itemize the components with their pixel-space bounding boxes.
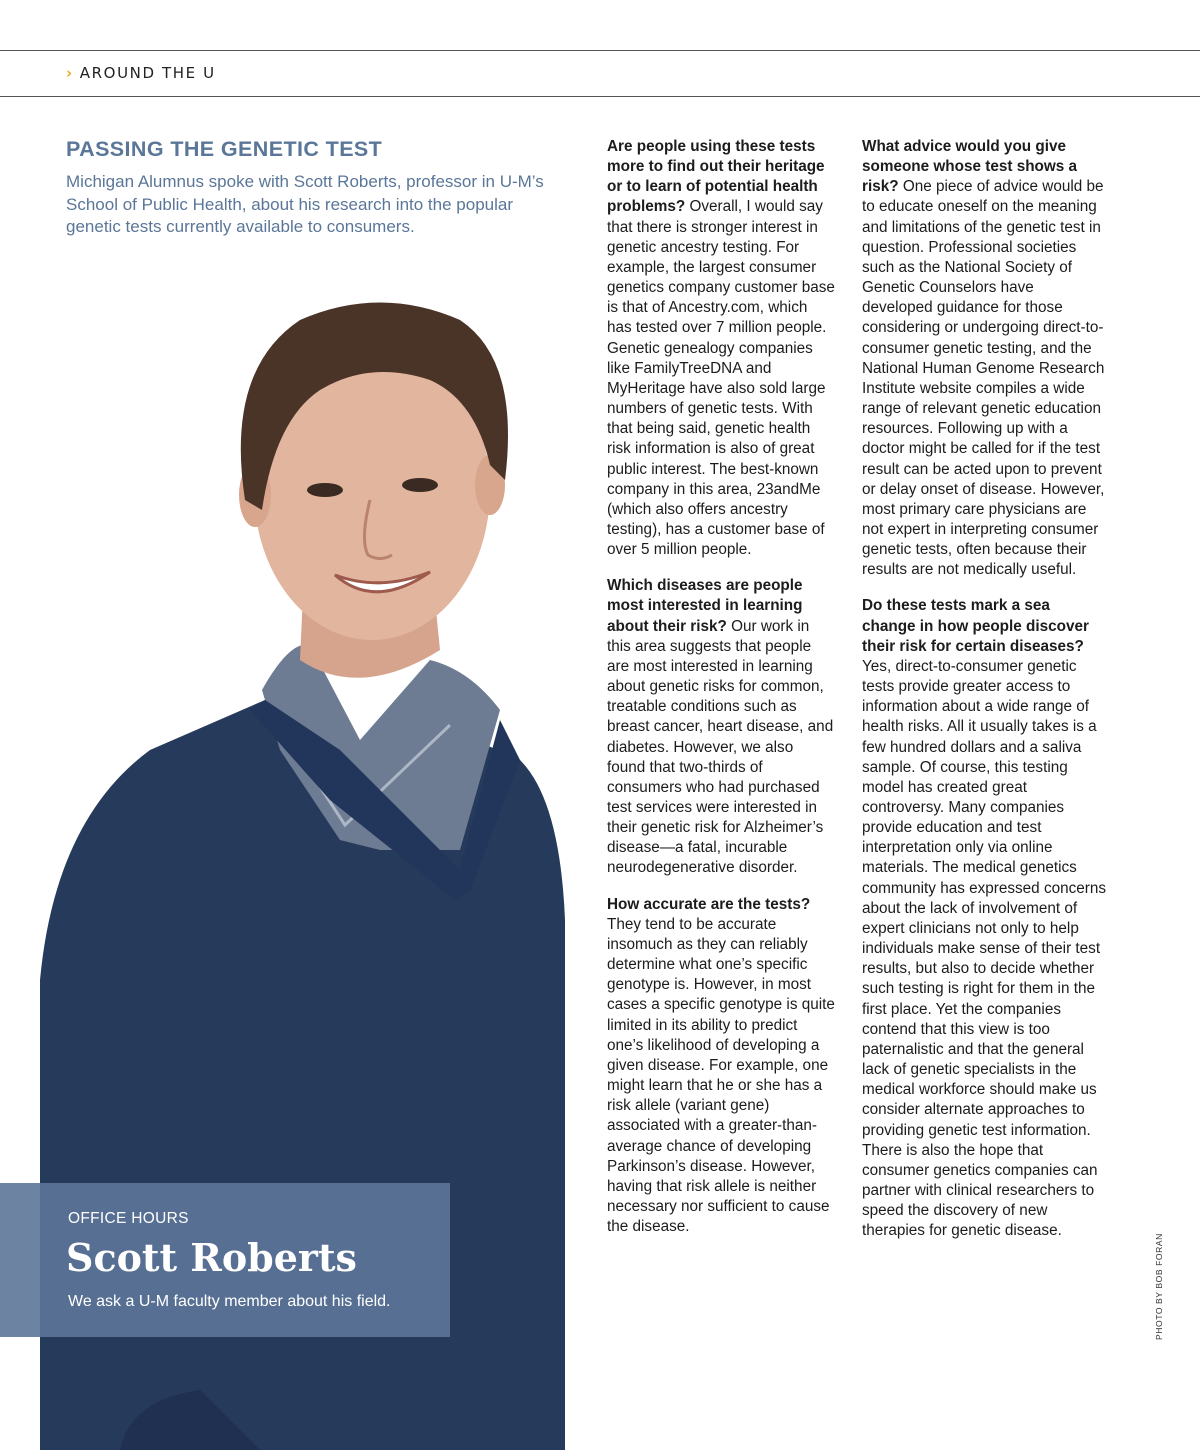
question: Are people using these tests more to find out their heritage or to learn of potential health problems? bbox=[607, 138, 825, 216]
feature-kicker: OFFICE HOURS bbox=[68, 1210, 189, 1227]
photo-credit: PHOTO BY BOB FORAN bbox=[1154, 1233, 1164, 1340]
qa-block bbox=[862, 596, 1106, 1241]
answer: They tend to be accurate insomuch as they can reliably determine what one’s specific genotype is. However, in most cases a specific genotype is quite limited in its ability to predict one’s likelihood of developing a given disease. For example, one might learn that he or she has a risk allele (variant gene) associated with a greater-than-average chance of developing Parkinson’s disease. However, having that risk allele is neither necessary nor sufficient to cause the disease. bbox=[607, 915, 835, 1236]
article-dek: Michigan Alumnus spoke with Scott Roberts, professor in U-M’s School of Public Health, about his research into the popular genetic tests currently available to consumers. bbox=[66, 172, 544, 236]
qa-block bbox=[607, 576, 835, 878]
question: Do these tests mark a sea change in how people discover their risk for certain diseases? bbox=[862, 597, 1089, 655]
answer: One piece of advice would be to educate oneself on the meaning and limitations of the genetic test in question. Professional societies such as the National Society of Genetic Counselors have developed guidance for those considering or undergoing direct-to-consumer genetic testing, and the National Human Genome Research Institute website compiles a wide range of relevant genetic education resources. Following up with a doctor might be called for if the test result can be acted upon to prevent or delay onset of disease. However, most primary care physicians are not expert in interpreting consumer genetic tests, often because their results are not medically useful. bbox=[862, 178, 1105, 579]
header-bottom-rule bbox=[0, 96, 1200, 97]
feature-label-box bbox=[0, 1183, 450, 1337]
answer: Our work in this area suggests that people are most interested in learning about genetic risks for common, treatable conditions such as breast cancer, heart disease, and diabetes. However, we also found that two-thirds of consumers who had purchased test services were interested in their genetic risk for Alzheimer’s disease—a fatal, incurable neurodegenerative disorder. bbox=[607, 617, 834, 877]
qa-block bbox=[607, 137, 835, 560]
text-column-1 bbox=[607, 137, 835, 1253]
faculty-name: Scott Roberts bbox=[66, 1235, 357, 1280]
answer: Yes, direct-to-consumer genetic tests provide greater access to information about a wide range of health risks. All it usually takes is a few hundred dollars and a saliva sample. Of course, this testing model has created great controversy. Many companies provide education and test interpretation only via online materials. The medical genetics community has expressed concerns about the lack of involvement of expert clinicians not only to help individuals make sense of their test results, but also to decide whether such testing is right for them in the first place. Yet the companies contend that this view is too paternalistic and that the general lack of genetic specialists in the medical workforce should make us consider alternate approaches to providing genetic test information. There is also the hope that consumer genetics companies can partner with clinical researchers to speed the discovery of new therapies for genetic disease. bbox=[862, 657, 1107, 1240]
section-label bbox=[66, 64, 216, 82]
question: Which diseases are people most interested in learning about their risk? bbox=[607, 577, 803, 635]
qa-block bbox=[862, 137, 1106, 580]
question: What advice would you give someone whose test shows a risk? bbox=[862, 138, 1078, 196]
section-name: AROUND THE U bbox=[79, 64, 216, 82]
answer: Overall, I would say that there is stronger interest in genetic ancestry testing. For example, the largest consumer genetics company customer base is that of Ancestry.com, which has tested over 7 million people. Genetic genealogy companies like FamilyTreeDNA and MyHeritage have also sold large numbers of genetic tests. With that being said, genetic health risk information is also of great public interest. The best-known company in this area, 23andMe (which also offers ancestry testing), has a customer base of over 5 million people. bbox=[607, 198, 835, 559]
question: How accurate are the tests? bbox=[607, 895, 811, 913]
text-column-2 bbox=[862, 137, 1106, 1257]
header-top-rule bbox=[0, 50, 1200, 51]
qa-block bbox=[607, 895, 835, 1238]
feature-subtitle: We ask a U-M faculty member about his field. bbox=[68, 1293, 391, 1310]
chevron-right-icon: › bbox=[66, 64, 74, 82]
article-title: PASSING THE GENETIC TEST bbox=[66, 137, 383, 161]
